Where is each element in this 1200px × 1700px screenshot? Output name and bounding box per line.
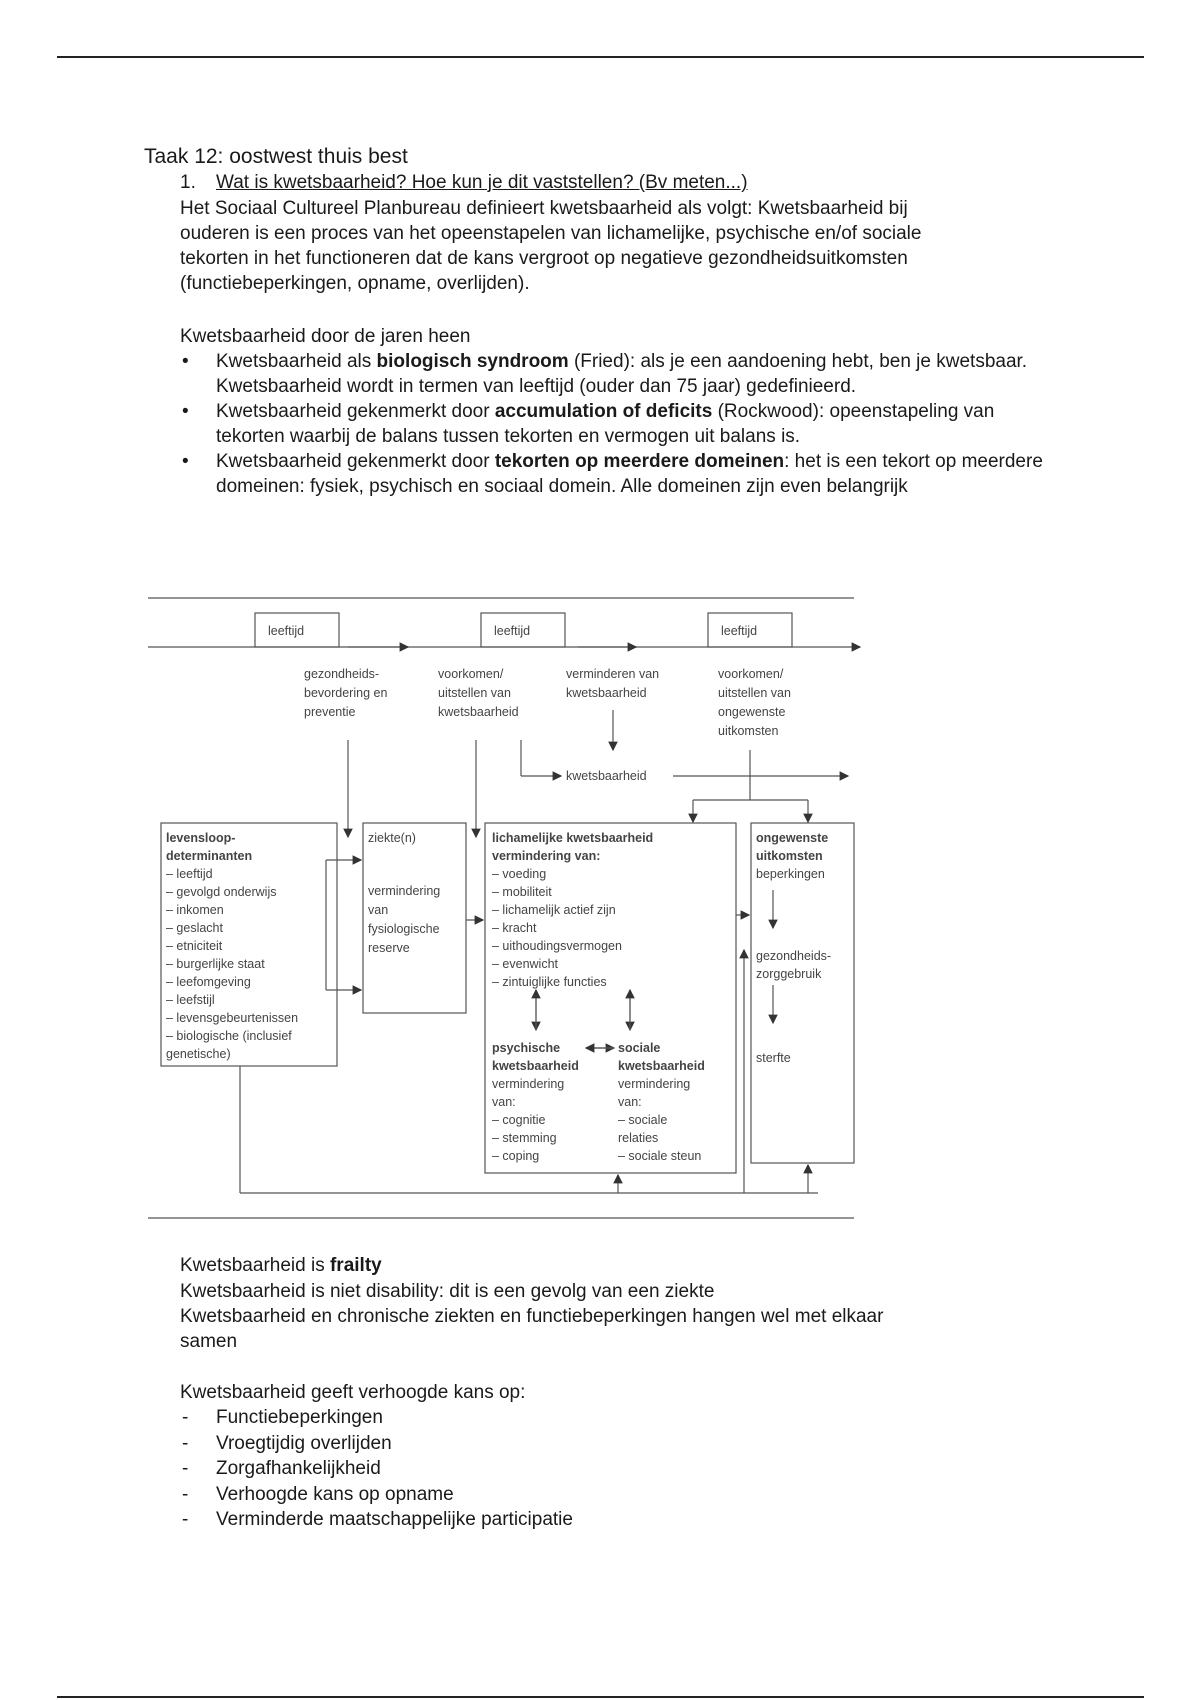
stage-2-line: uitstellen van [438,686,511,700]
flow-label: kwetsbaarheid [566,769,647,783]
history-heading: Kwetsbaarheid door de jaren heen [180,326,471,347]
stage-1-line: bevordering en [304,686,388,700]
dash-glyph: - [182,1458,189,1479]
determinants-title: determinanten [166,849,253,863]
physical-item: – lichamelijk actief zijn [492,903,616,917]
age-label: leeftijd [721,624,758,638]
determinant-item: – gevolgd onderwijs [166,885,277,899]
outcomes-title: ongewenste [756,831,829,845]
psych-title: kwetsbaarheid [492,1059,579,1073]
stage-4-line: uitstellen van [718,686,791,700]
psych-title: psychische [492,1041,561,1055]
determinant-item: – biologische (inclusief [166,1029,292,1043]
list-item: - Verhoogde kans op opname [180,1482,573,1508]
disease-line: van [368,903,389,917]
stage-4-line: voorkomen/ [718,667,784,681]
history-bullet-list [180,349,1060,499]
determinant-item: – geslacht [166,921,223,935]
bullet-glyph: • [182,451,189,472]
psych-item: – cognitie [492,1113,546,1127]
text-line: Kwetsbaarheid en chronische ziekten en functiebeperkingen hangen wel met elkaar [180,1306,884,1327]
list-item: - Zorgafhankelijkheid [180,1456,573,1482]
physical-item: – zintuiglijke functies [492,975,607,989]
frailty-model-diagram [148,590,868,1230]
bullet-glyph: • [182,401,189,422]
stage-1-line: gezondheids- [304,667,380,681]
outcome-limitations: beperkingen [756,867,825,881]
stage-2-line: kwetsbaarheid [438,705,519,719]
physical-item: – voeding [492,867,547,881]
determinant-item: – leeftijd [166,867,213,881]
page-title: Taak 12: oostwest thuis best [144,145,408,168]
intro-line: Het Sociaal Cultureel Planbureau definieert kwetsbaarheid als volgt: Kwetsbaarheid bij [180,198,908,219]
text-line: samen [180,1331,238,1352]
physical-title: lichamelijke kwetsbaarheid [492,831,654,845]
disease-line: vermindering [368,884,441,898]
determinant-item: – inkomen [166,903,224,917]
social-item: – sociale [618,1113,668,1127]
list-item: - Verminderde maatschappelijke participatie [180,1507,573,1533]
social-item: – sociale steun [618,1149,702,1163]
risk-list [180,1405,573,1533]
determinant-item: – etniciteit [166,939,223,953]
question-heading [180,172,748,194]
bullet-glyph: • [182,351,189,372]
determinant-item: – levensgebeurtenissen [166,1011,299,1025]
determinants-title: levensloop- [166,831,236,845]
determinant-item: genetische) [166,1047,231,1061]
risk-heading: Kwetsbaarheid geeft verhoogde kans op: [180,1382,526,1403]
disease-line: fysiologische [368,922,440,936]
dash-glyph: - [182,1483,189,1505]
list-item: - Functiebeperkingen [180,1405,573,1431]
disease-line: reserve [368,941,410,955]
stage-1-line: preventie [304,705,356,719]
question-number: 1. [180,172,196,193]
outcome-death: sterfte [756,1051,791,1065]
psych-item: – stemming [492,1131,557,1145]
psych-item: van: [492,1095,516,1109]
outcomes-title: uitkomsten [756,849,823,863]
list-item: • Kwetsbaarheid gekenmerkt door tekorten op meerdere domeinen: het is een tekort op meerdere domeinen: fysiek, psychisch en sociaal domein. Alle domeinen zijn even belangrijk [182,451,1043,497]
intro-line: (functiebeperkingen, opname, overlijden). [180,273,530,294]
stage-4-line: uitkomsten [718,724,779,738]
social-title: sociale [618,1041,661,1055]
psych-item: vermindering [492,1077,565,1091]
stage-3-line: verminderen van [566,667,660,681]
outcome-care-use: gezondheids- [756,949,832,963]
determinant-item: – leefomgeving [166,975,251,989]
intro-line: tekorten in het functioneren dat de kans vergroot op negatieve gezondheidsuitkomsten [180,248,908,269]
stage-4-line: ongewenste [718,705,786,719]
top-rule [57,56,1144,58]
age-label: leeftijd [268,624,305,638]
social-item: van: [618,1095,642,1109]
social-item: vermindering [618,1077,691,1091]
dash-glyph: - [182,1407,189,1428]
disease-title: ziekte(n) [368,831,416,845]
physical-item: – mobiliteit [492,885,552,899]
determinant-item: – leefstijl [166,993,215,1007]
physical-item: – evenwicht [492,957,559,971]
physical-item: – kracht [492,921,537,935]
psych-item: – coping [492,1149,540,1163]
physical-title: vermindering van: [492,849,601,863]
dash-glyph: - [182,1509,189,1530]
dash-glyph: - [182,1432,189,1454]
text-line: Kwetsbaarheid is niet disability: dit is een gevolg van een ziekte [180,1281,715,1302]
question-text: Wat is kwetsbaarheid? Hoe kun je dit vaststellen? (Bv meten...) [216,172,748,193]
social-title: kwetsbaarheid [618,1059,705,1073]
intro-line: ouderen is een proces van het opeenstapelen van lichamelijke, psychische en/of sociale [180,223,922,244]
stage-2-line: voorkomen/ [438,667,504,681]
list-item: - Vroegtijdig overlijden [180,1431,573,1457]
physical-item: – uithoudingsvermogen [492,939,622,953]
frailty-line: Kwetsbaarheid is frailty [180,1255,382,1276]
determinant-item: – burgerlijke staat [166,957,265,971]
list-item: • Kwetsbaarheid als biologisch syndroom (Fried): als je een aandoening hebt, ben je kwetsbaar. Kwetsbaarheid wordt in termen van leeftijd (ouder dan 75 jaar) gedefinieerd. [182,351,1028,397]
after-paragraph [180,1279,1080,1354]
list-item: • Kwetsbaarheid gekenmerkt door accumulation of deficits (Rockwood): opeenstapeling van tekorten waarbij de balans tussen tekorten en vermogen uit balans is. [182,401,995,447]
bottom-rule [57,1696,1144,1698]
intro-paragraph [180,196,1080,296]
stage-3-line: kwetsbaarheid [566,686,647,700]
social-item: relaties [618,1131,659,1145]
outcome-care-use: zorggebruik [756,967,822,981]
age-label: leeftijd [494,624,531,638]
